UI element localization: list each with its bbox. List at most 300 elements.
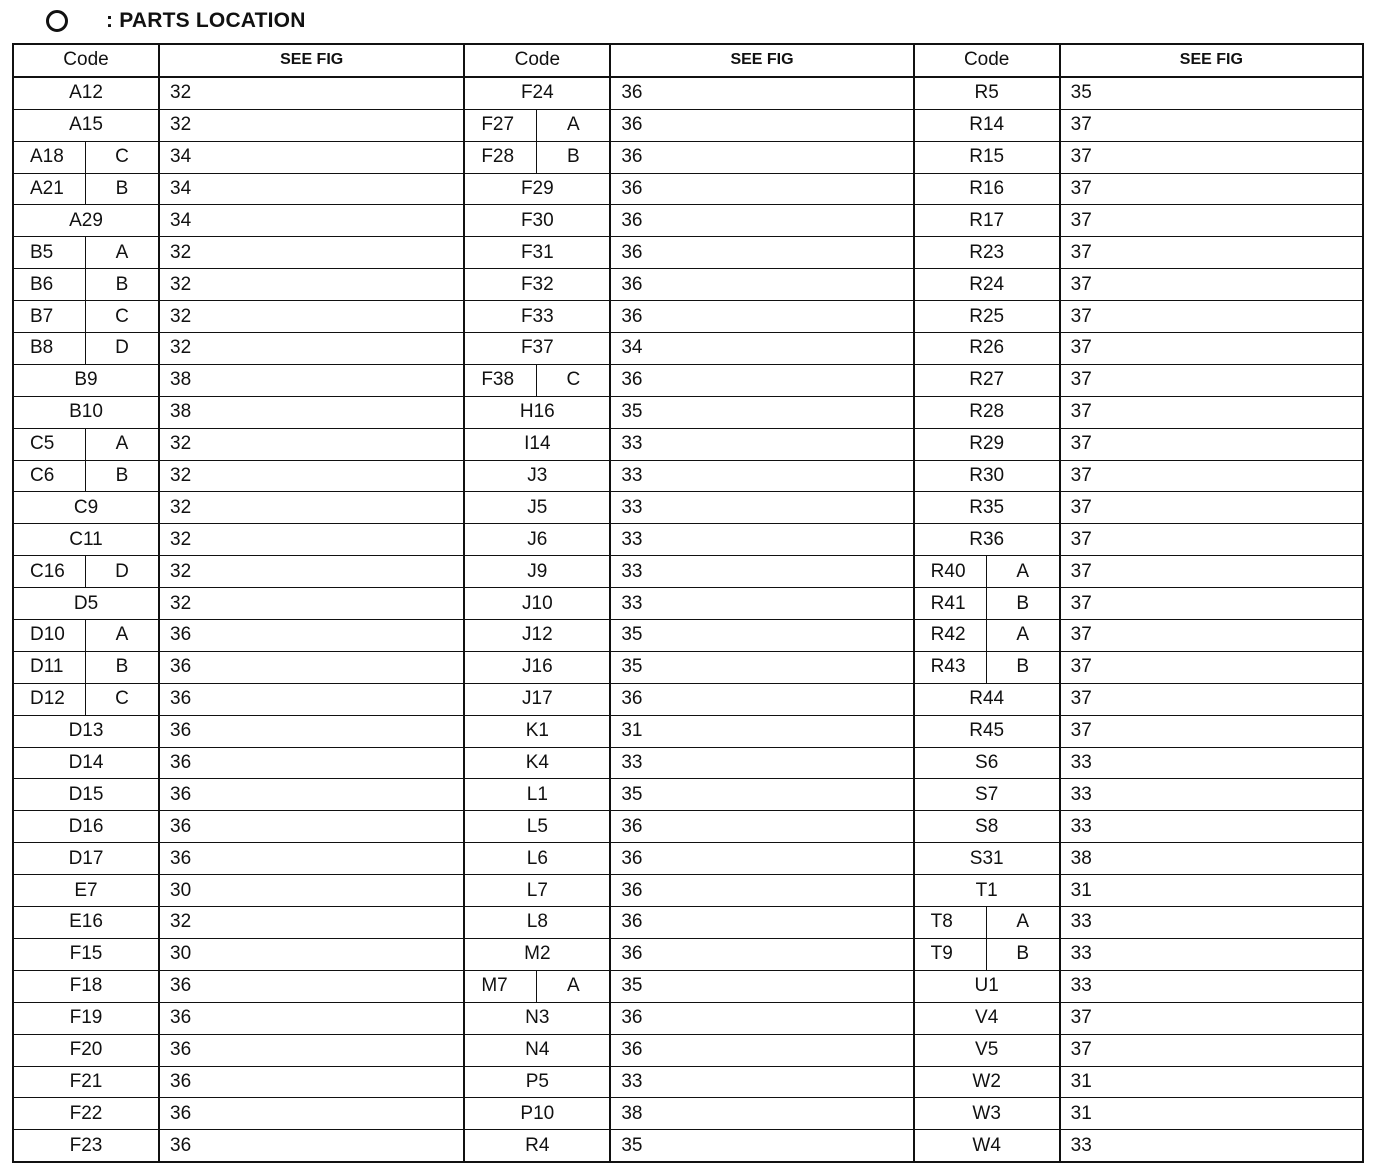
code-cell (14, 333, 160, 364)
table-row (915, 174, 1362, 206)
code-value: R27 (969, 369, 1005, 391)
table-row (14, 811, 463, 843)
table-row (14, 365, 463, 397)
code-value: R25 (969, 305, 1005, 327)
code-value: C6 (14, 461, 86, 492)
see-fig-value: 36 (170, 1102, 192, 1124)
see-fig-value: 35 (621, 656, 643, 678)
code-variant: A (1016, 624, 1030, 646)
code-value: J16 (522, 656, 553, 678)
see-fig-value: 31 (1070, 1102, 1092, 1124)
code-cell (14, 716, 160, 747)
see-fig-value: 36 (621, 178, 643, 199)
table-row (14, 1067, 463, 1099)
circle-icon (46, 10, 68, 32)
see-fig-value: 37 (1070, 114, 1092, 136)
code-cell (465, 461, 611, 492)
code-value: T1 (975, 879, 998, 901)
code-value: R14 (969, 114, 1005, 136)
see-fig-value: 32 (170, 273, 192, 295)
see-fig-value: 37 (1070, 305, 1092, 327)
code-value: A15 (69, 114, 103, 136)
see-fig-value: 34 (170, 178, 192, 199)
code-cell (915, 843, 1061, 874)
see-fig-value: 34 (170, 146, 192, 168)
table-row (465, 269, 912, 301)
code-cell (465, 301, 611, 332)
see-fig-value: 36 (621, 688, 643, 710)
see-fig-value: 35 (621, 975, 643, 997)
code-cell (465, 237, 611, 268)
see-fig-value: 36 (170, 1039, 192, 1061)
code-value: R35 (969, 496, 1005, 518)
code-variant: B (1016, 592, 1030, 614)
see-fig-value: 37 (1070, 241, 1092, 263)
code-cell (14, 939, 160, 970)
code-cell (14, 205, 160, 236)
code-value: A29 (69, 209, 103, 231)
code-cell (14, 971, 160, 1002)
code-value: C5 (14, 429, 86, 460)
see-fig-value: 36 (621, 209, 643, 231)
table-row (14, 875, 463, 907)
code-value: R24 (969, 273, 1005, 295)
code-value: R29 (969, 433, 1005, 455)
see-fig-value: 33 (1070, 943, 1092, 965)
table-row (915, 971, 1362, 1003)
code-value: F31 (520, 241, 554, 263)
code-value: D12 (14, 684, 86, 715)
table-row (465, 78, 912, 110)
see-fig-value: 35 (621, 624, 643, 646)
code-cell (14, 811, 160, 842)
table-row (915, 524, 1362, 556)
see-fig-value: 37 (1070, 1039, 1092, 1061)
code-value: W2 (972, 1070, 1001, 1092)
see-fig-value: 33 (621, 592, 643, 614)
table-row (465, 237, 912, 269)
code-value: P5 (525, 1070, 549, 1092)
code-variant: A (115, 624, 129, 646)
code-cell (14, 1003, 160, 1034)
code-value: A21 (14, 174, 86, 205)
code-value: B5 (14, 237, 86, 268)
code-header: Code (963, 49, 1010, 71)
code-value: J6 (527, 528, 548, 550)
code-variant: D (115, 337, 129, 359)
table-row (915, 779, 1362, 811)
code-variant: B (1016, 943, 1030, 965)
code-value: R17 (969, 209, 1005, 231)
see-fig-value: 36 (170, 656, 192, 678)
table-row (915, 907, 1362, 939)
see-fig-value: 32 (170, 433, 192, 455)
code-value: D17 (68, 847, 104, 869)
code-value: R16 (969, 178, 1005, 199)
see-fig-value: 35 (621, 1134, 643, 1156)
code-value: I14 (524, 433, 551, 455)
table-row (915, 301, 1362, 333)
code-cell (915, 811, 1061, 842)
see-fig-value: 33 (1070, 911, 1092, 933)
see-fig-value: 37 (1070, 465, 1092, 487)
code-variant: C (115, 688, 129, 710)
code-cell (915, 748, 1061, 779)
see-fig-value: 37 (1070, 273, 1092, 295)
code-cell (915, 237, 1061, 268)
code-cell (915, 205, 1061, 236)
code-variant: B (115, 273, 129, 295)
code-cell (915, 429, 1061, 460)
see-fig-value: 35 (621, 401, 643, 423)
table-row (14, 1035, 463, 1067)
see-fig-value: 31 (1070, 879, 1092, 901)
code-header: Code (63, 49, 109, 71)
see-fig-value: 36 (170, 783, 192, 805)
code-value: F20 (69, 1039, 103, 1061)
code-value: C11 (69, 528, 103, 550)
code-cell (465, 1130, 611, 1161)
see-fig-value: 33 (621, 433, 643, 455)
see-fig-value: 32 (170, 528, 192, 550)
code-variant: B (115, 656, 129, 678)
table-row (915, 875, 1362, 907)
see-fig-value: 33 (1070, 815, 1092, 837)
code-cell (465, 779, 611, 810)
see-fig-value: 36 (621, 114, 643, 136)
code-cell (915, 652, 1061, 683)
code-cell (465, 620, 611, 651)
code-value: D5 (73, 592, 99, 614)
see-fig-value: 30 (170, 879, 192, 901)
page-title: : PARTS LOCATION (106, 9, 306, 32)
code-value: L7 (526, 879, 548, 901)
code-value: F18 (69, 975, 103, 997)
code-value: D13 (68, 720, 104, 742)
table-row (14, 429, 463, 461)
code-value: F19 (69, 1007, 103, 1029)
code-variant: B (1016, 656, 1030, 678)
code-value: J10 (522, 592, 553, 614)
see-fig-value: 33 (1070, 783, 1092, 805)
code-cell (915, 492, 1061, 523)
see-fig-value: 36 (170, 624, 192, 646)
code-value: J12 (522, 624, 553, 646)
see-fig-value: 38 (170, 401, 192, 423)
code-cell (465, 811, 611, 842)
code-cell (465, 365, 611, 396)
code-cell (14, 652, 160, 683)
code-value: F32 (520, 273, 554, 295)
code-value: F24 (520, 82, 554, 104)
table-row (14, 748, 463, 780)
code-value: A12 (69, 82, 103, 104)
table-row (14, 205, 463, 237)
code-cell (465, 174, 611, 205)
code-value: D15 (68, 783, 104, 805)
table-row (915, 492, 1362, 524)
code-value: F22 (69, 1102, 103, 1124)
code-value: R23 (969, 241, 1005, 263)
code-value: L6 (526, 847, 548, 869)
table-row (915, 843, 1362, 875)
code-cell (465, 142, 611, 173)
see-fig-value: 36 (170, 1007, 192, 1029)
code-cell (915, 78, 1061, 109)
code-cell (915, 1003, 1061, 1034)
see-fig-value: 36 (621, 273, 643, 295)
code-cell (465, 397, 611, 428)
code-cell (915, 1130, 1061, 1161)
table-row (14, 588, 463, 620)
code-cell (915, 684, 1061, 715)
table-row (465, 875, 912, 907)
see-fig-value: 36 (170, 847, 192, 869)
code-variant: B (115, 465, 129, 487)
see-fig-value: 36 (170, 815, 192, 837)
code-cell (465, 939, 611, 970)
table-row (465, 110, 912, 142)
code-cell (14, 524, 160, 555)
table-row (915, 237, 1362, 269)
table-row (14, 684, 463, 716)
code-cell (14, 397, 160, 428)
see-fig-value: 34 (621, 337, 643, 359)
see-fig-value: 32 (170, 337, 192, 359)
code-variant: B (115, 178, 129, 199)
code-value: F30 (520, 209, 554, 231)
code-cell (14, 110, 160, 141)
see-fig-value: 36 (621, 911, 643, 933)
see-fig-value: 32 (170, 496, 192, 518)
table-row (465, 1098, 912, 1130)
code-cell (14, 875, 160, 906)
see-fig-value: 37 (1070, 369, 1092, 391)
table-row (915, 397, 1362, 429)
see-fig-value: 36 (170, 752, 192, 774)
code-value: D14 (68, 752, 104, 774)
code-variant: A (115, 241, 129, 263)
table-row (465, 1130, 912, 1161)
code-cell (14, 492, 160, 523)
code-cell (915, 1098, 1061, 1129)
code-value: J5 (527, 496, 548, 518)
table-row (14, 556, 463, 588)
see-fig-value: 32 (170, 241, 192, 263)
see-fig-value: 37 (1070, 178, 1092, 199)
table-row (14, 652, 463, 684)
see-fig-value: 37 (1070, 1007, 1092, 1029)
see-fig-value: 33 (621, 560, 643, 582)
see-fig-value: 36 (170, 975, 192, 997)
table-row (14, 971, 463, 1003)
code-value: B8 (14, 333, 86, 364)
code-cell (915, 971, 1061, 1002)
code-value: L1 (526, 783, 548, 805)
table-row (465, 205, 912, 237)
code-cell (14, 620, 160, 651)
code-cell (14, 142, 160, 173)
table-row (465, 588, 912, 620)
code-value: K4 (525, 752, 549, 774)
see-fig-header: SEE FIG (730, 51, 794, 69)
see-fig-header: SEE FIG (280, 51, 344, 69)
code-variant: A (1016, 560, 1030, 582)
code-cell (915, 301, 1061, 332)
see-fig-value: 36 (621, 879, 643, 901)
code-value: P10 (520, 1102, 555, 1124)
table-row (465, 620, 912, 652)
see-fig-value: 36 (621, 305, 643, 327)
code-value: F15 (69, 943, 103, 965)
code-cell (465, 205, 611, 236)
table-row (465, 461, 912, 493)
code-cell (14, 1035, 160, 1066)
code-variant: C (115, 146, 129, 168)
see-fig-value: 37 (1070, 560, 1092, 582)
code-value: B6 (14, 269, 86, 300)
see-fig-value: 38 (170, 369, 192, 391)
code-cell (14, 1067, 160, 1098)
table-row (465, 333, 912, 365)
code-value: R36 (969, 528, 1005, 550)
code-header-cell (465, 45, 611, 76)
code-value: S8 (975, 815, 999, 837)
code-value: R45 (969, 720, 1005, 742)
code-cell (14, 843, 160, 874)
code-cell (915, 461, 1061, 492)
code-cell (465, 492, 611, 523)
see-fig-value: 36 (170, 1134, 192, 1156)
table-column-group (463, 45, 912, 1161)
code-cell (14, 907, 160, 938)
code-variant: A (566, 114, 580, 136)
code-value: F23 (69, 1134, 103, 1156)
code-value: C9 (73, 496, 99, 518)
table-row (14, 1003, 463, 1035)
code-cell (14, 556, 160, 587)
code-value: F21 (69, 1070, 103, 1092)
code-value: M2 (524, 943, 551, 965)
table-header-row (465, 45, 912, 78)
code-value: R5 (974, 82, 999, 104)
see-fig-value: 33 (621, 752, 643, 774)
code-cell (915, 779, 1061, 810)
see-fig-value: 32 (170, 114, 192, 136)
code-cell (14, 301, 160, 332)
see-fig-value: 33 (621, 1070, 643, 1092)
code-cell (14, 748, 160, 779)
see-fig-value: 32 (170, 911, 192, 933)
code-cell (915, 716, 1061, 747)
code-variant: A (566, 975, 580, 997)
table-row (915, 142, 1362, 174)
code-cell (915, 588, 1061, 619)
code-value: R41 (915, 588, 987, 619)
code-cell (915, 110, 1061, 141)
table-row (14, 620, 463, 652)
table-row (915, 684, 1362, 716)
table-row (465, 492, 912, 524)
code-cell (465, 588, 611, 619)
table-row (14, 907, 463, 939)
code-cell (915, 1067, 1061, 1098)
see-fig-value: 35 (621, 783, 643, 805)
code-cell (465, 1035, 611, 1066)
code-variant: A (1016, 911, 1030, 933)
code-value: B10 (69, 401, 103, 423)
table-row (14, 524, 463, 556)
table-row (915, 939, 1362, 971)
code-cell (14, 684, 160, 715)
table-row (465, 652, 912, 684)
code-cell (915, 174, 1061, 205)
table-row (14, 78, 463, 110)
code-cell (14, 588, 160, 619)
table-row (14, 397, 463, 429)
see-fig-value: 33 (1070, 752, 1092, 774)
code-cell (915, 333, 1061, 364)
code-value: E16 (69, 911, 103, 933)
see-fig-value: 33 (621, 465, 643, 487)
table-column-group (913, 45, 1362, 1161)
code-value: L8 (526, 911, 548, 933)
code-value: F38 (465, 365, 537, 396)
code-value: F29 (520, 178, 554, 199)
code-cell (915, 907, 1061, 938)
code-cell (465, 429, 611, 460)
see-fig-value: 34 (170, 209, 192, 231)
table-row (14, 1130, 463, 1161)
table-row (465, 939, 912, 971)
table-row (14, 333, 463, 365)
code-value: E7 (74, 879, 98, 901)
table-row (14, 237, 463, 269)
code-value: D10 (14, 620, 86, 651)
code-header-cell (14, 45, 160, 76)
code-value: R4 (525, 1134, 550, 1156)
code-cell (14, 237, 160, 268)
table-row (465, 429, 912, 461)
see-fig-value: 36 (170, 1070, 192, 1092)
see-fig-value: 33 (621, 528, 643, 550)
see-fig-value: 37 (1070, 720, 1092, 742)
code-value: K1 (525, 720, 549, 742)
table-row (465, 1035, 912, 1067)
code-value: F33 (520, 305, 554, 327)
table-row (915, 1098, 1362, 1130)
see-fig-value: 36 (621, 241, 643, 263)
code-value: A18 (14, 142, 86, 173)
code-value: F37 (520, 337, 554, 359)
table-row (465, 524, 912, 556)
see-fig-value: 37 (1070, 401, 1092, 423)
table-row (915, 748, 1362, 780)
table-row (465, 843, 912, 875)
code-value: J17 (522, 688, 553, 710)
see-fig-value: 30 (170, 943, 192, 965)
table-row (915, 811, 1362, 843)
table-row (14, 843, 463, 875)
table-header-row (915, 45, 1362, 78)
table-row (915, 1067, 1362, 1099)
table-row (14, 779, 463, 811)
table-row (465, 748, 912, 780)
code-value: S31 (969, 847, 1004, 869)
table-row (915, 269, 1362, 301)
code-cell (465, 875, 611, 906)
code-cell (14, 779, 160, 810)
